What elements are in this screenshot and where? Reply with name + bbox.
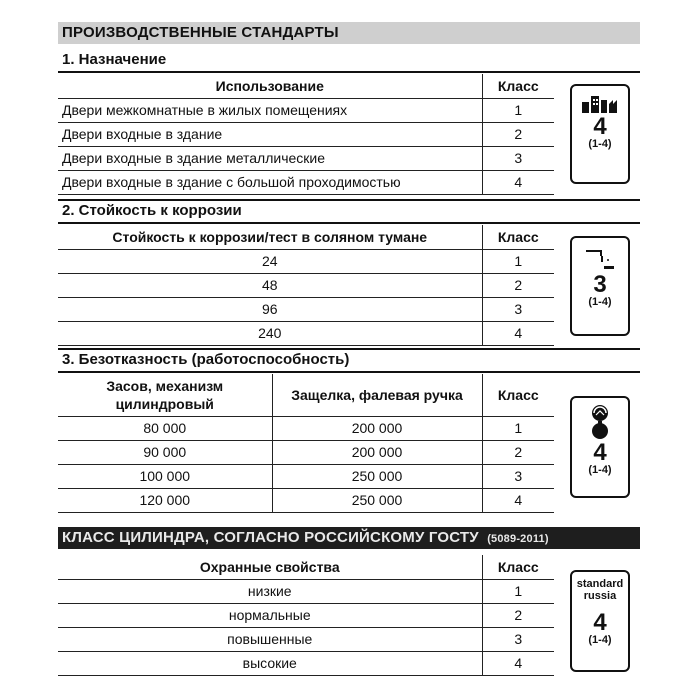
column-header-class: Класс — [482, 74, 554, 98]
class-cell: 2 — [482, 122, 554, 146]
section-title-purpose: 1. Назначение — [62, 51, 167, 68]
purpose-table — [58, 74, 554, 195]
test-hours-cell: 96 — [58, 297, 482, 321]
latch-cycles-cell: 200 000 — [272, 416, 482, 440]
column-header-cylinder-bolt: Засов, механизм цилиндровый — [58, 374, 272, 416]
column-header-security: Охранные свойства — [58, 555, 482, 579]
class-cell: 3 — [482, 627, 554, 651]
corrosion-table — [58, 225, 554, 346]
class-cell: 2 — [482, 440, 554, 464]
class-cell: 4 — [482, 488, 554, 512]
class-cell: 4 — [482, 651, 554, 675]
reliability-class-badge — [570, 396, 630, 498]
usage-cell: Двери входные в здание металлические — [58, 146, 482, 170]
class-cell: 1 — [482, 579, 554, 603]
badge-range: (1-4) — [588, 634, 612, 646]
column-header-class: Класс — [482, 225, 554, 249]
class-cell: 3 — [482, 464, 554, 488]
class-cell: 4 — [482, 170, 554, 194]
column-header-usage: Использование — [58, 74, 482, 98]
section-title-reliability: 3. Безотказность (работоспособность) — [62, 351, 350, 368]
class-cell: 1 — [482, 249, 554, 273]
usage-cell: Двери входные в здание с большой проходимостью — [58, 170, 482, 194]
cylinder-security-table — [58, 555, 554, 676]
badge-value: 4 — [593, 609, 607, 636]
cylinder-class-title: КЛАСС ЦИЛИНДРА, СОГЛАСНО РОССИЙСКОМУ ГОСТУ — [62, 529, 479, 546]
purpose-class-badge — [570, 84, 630, 184]
latch-cycles-cell: 200 000 — [272, 440, 482, 464]
corrosion-class-badge — [570, 236, 630, 336]
reliability-table — [58, 374, 554, 513]
page-title: ПРОИЗВОДСТВЕННЫЕ СТАНДАРТЫ — [58, 22, 640, 44]
badge-country-label: russia — [583, 590, 617, 602]
security-level-cell: нормальные — [58, 603, 482, 627]
test-hours-cell: 240 — [58, 321, 482, 345]
class-cell: 3 — [482, 297, 554, 321]
security-level-cell: низкие — [58, 579, 482, 603]
table-row — [58, 297, 554, 321]
table-row — [58, 488, 554, 512]
table-row — [58, 440, 554, 464]
class-cell: 3 — [482, 146, 554, 170]
class-cell: 1 — [482, 416, 554, 440]
cycle-counter-icon — [585, 404, 615, 440]
cylinder-class-badge — [570, 570, 630, 672]
security-level-cell: высокие — [58, 651, 482, 675]
divider — [58, 222, 640, 224]
section-title-cylinder-class — [58, 527, 640, 549]
badge-range: (1-4) — [588, 464, 612, 476]
usage-cell: Двери входные в здание — [58, 122, 482, 146]
class-cell: 4 — [482, 321, 554, 345]
security-level-cell: повышенные — [58, 627, 482, 651]
latch-cycles-cell: 250 000 — [272, 464, 482, 488]
salt-spray-icon — [582, 244, 618, 272]
column-header-latch-handle: Защелка, фалевая ручка — [272, 374, 482, 416]
usage-cell: Двери межкомнатные в жилых помещениях — [58, 98, 482, 122]
class-cell: 2 — [482, 603, 554, 627]
gost-standard-number: (5089-2011) — [487, 533, 549, 545]
badge-value: 3 — [593, 271, 607, 298]
section-title-corrosion: 2. Стойкость к коррозии — [62, 202, 242, 219]
column-header-class: Класс — [482, 555, 554, 579]
table-header-row — [58, 555, 554, 579]
test-hours-cell: 48 — [58, 273, 482, 297]
latch-cycles-cell: 250 000 — [272, 488, 482, 512]
table-row — [58, 627, 554, 651]
table-row — [58, 273, 554, 297]
table-row — [58, 98, 554, 122]
column-header-corrosion-test: Стойкость к коррозии/тест в соляном тумане — [58, 225, 482, 249]
table-row — [58, 416, 554, 440]
badge-value: 4 — [593, 113, 607, 140]
table-row — [58, 603, 554, 627]
table-row — [58, 651, 554, 675]
badge-value: 4 — [593, 439, 607, 466]
divider — [58, 71, 640, 73]
cylinder-cycles-cell: 120 000 — [58, 488, 272, 512]
buildings-icon — [580, 92, 620, 114]
table-row — [58, 122, 554, 146]
table-row — [58, 249, 554, 273]
cylinder-cycles-cell: 90 000 — [58, 440, 272, 464]
table-row — [58, 146, 554, 170]
table-header-row — [58, 74, 554, 98]
table-header-row — [58, 225, 554, 249]
table-row — [58, 170, 554, 194]
divider — [58, 371, 640, 373]
cylinder-cycles-cell: 80 000 — [58, 416, 272, 440]
badge-range: (1-4) — [588, 296, 612, 308]
class-cell: 2 — [482, 273, 554, 297]
badge-range: (1-4) — [588, 138, 612, 150]
table-row — [58, 579, 554, 603]
cylinder-cycles-cell: 100 000 — [58, 464, 272, 488]
class-cell: 1 — [482, 98, 554, 122]
test-hours-cell: 24 — [58, 249, 482, 273]
column-header-class: Класс — [482, 374, 554, 416]
table-row — [58, 464, 554, 488]
badge-standard-label: standard — [576, 578, 624, 590]
table-header-row — [58, 374, 554, 416]
table-row — [58, 321, 554, 345]
